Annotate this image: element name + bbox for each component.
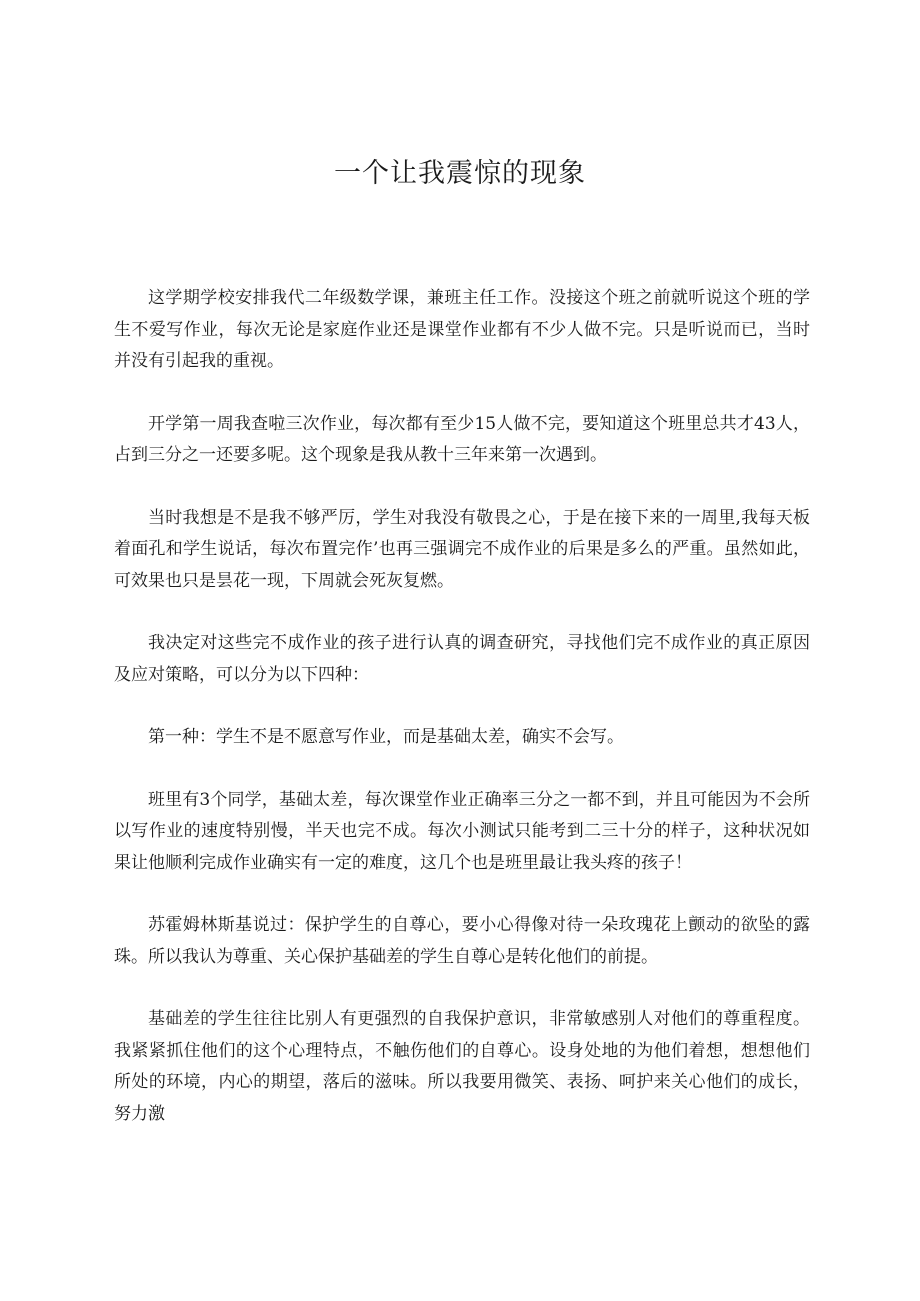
paragraph: 第一种：学生不是不愿意写作业，而是基础太差，确实不会写。 <box>148 727 624 747</box>
paragraph: 这学期学校安排我代二年级数学课，兼班主任工作。没接这个班之前就听说这个班的学生不爱写作业，每次无论是家庭作业还是课堂作业都有不少人做不完。只是听说而已，当时并没有引起我的重视。 <box>114 288 810 371</box>
document-body <box>114 283 810 1161</box>
paragraph: 班里有3个同学，基础太差，每次课堂作业正确率三分之一都不到，并且可能因为不会所以写作业的速度特别慢，半天也完不成。每次小测试只能考到二三十分的样子，这种状况如果让他顺利完成作业确实有一定的难度，这几个也是班里最让我头疼的孩子！ <box>114 789 810 873</box>
paragraph: 苏霍姆林斯基说过：保护学生的自尊心，要小心得像对待一朵玫瑰花上颤动的欲坠的露珠。所以我认为尊重、关心保护基础差的学生自尊心是转化他们的前提。 <box>114 915 810 967</box>
page-title: 一个让我震惊的现象 <box>334 158 586 189</box>
paragraph: 开学第一周我查啦三次作业，每次都有至少15人做不完，要知道这个班里总共才43人，占到三分之一还要多呢。这个现象是我从教十三年来第一次遇到。 <box>114 413 810 465</box>
paragraph: 基础差的学生往往比别人有更强烈的自我保护意识，非常敏感别人对他们的尊重程度。我紧紧抓住他们的这个心理特点，不触伤他们的自尊心。设身处地的为他们着想，想想他们所处的环境，内心的期望，落后的滋味。所以我要用微笑、表扬、呵护来关心他们的成长，努力激 <box>114 1009 810 1124</box>
paragraph: 当时我想是不是我不够严厉，学生对我没有敬畏之心，于是在接下来的一周里,我每天板着面孔和学生说话，每次布置完作’也再三强调完不成作业的后果是多么的严重。虽然如此，可效果也只是昙花一现，下周就会死灰复燃。 <box>114 507 810 591</box>
paragraph: 我决定对这些完不成作业的孩子进行认真的调查研究，寻找他们完不成作业的真正原因及应对策略，可以分为以下四种： <box>114 633 810 685</box>
